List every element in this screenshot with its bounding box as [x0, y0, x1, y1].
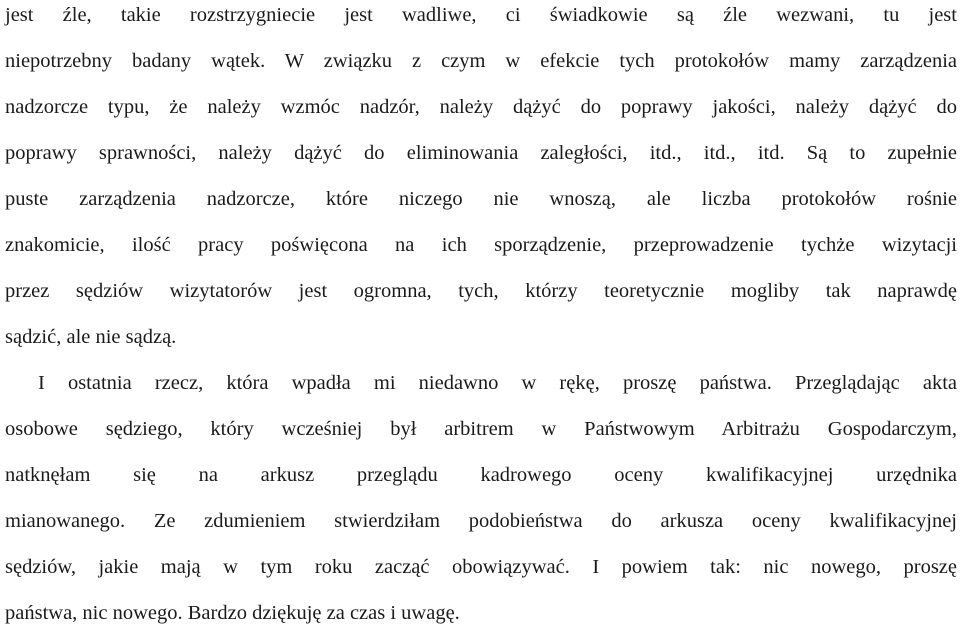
text-line: I ostatnia rzecz, która wpadła mi niedawno w rękę, proszę państwa. Przeglądając akta [38, 372, 957, 394]
paragraph-2 [5, 368, 957, 644]
text-line: znakomicie, ilość pracy poświęcona na ich sporządzenie, przeprowadzenie tychże wizytacji [5, 234, 957, 256]
text-line: mianowanego. Ze zdumieniem stwierdziłam podobieństwa do arkusza oceny kwalifikacyjnej [5, 510, 957, 532]
text-line: sądzić, ale nie sądzą. [5, 326, 177, 348]
text-line: nadzorcze typu, że należy wzmóc nadzór, należy dążyć do poprawy jakości, należy dążyć do [5, 96, 957, 118]
text-line: niepotrzebny badany wątek. W związku z czym w efekcie tych protokołów mamy zarządzenia [5, 50, 957, 72]
text-line: jest źle, takie rozstrzygniecie jest wadliwe, ci świadkowie są źle wezwani, tu jest [5, 4, 957, 26]
text-line: natknęłam się na arkusz przeglądu kadrowego oceny kwalifikacyjnej urzędnika [5, 464, 957, 486]
text-line: państwa, nic nowego. Bardzo dziękuję za czas i uwagę. [5, 602, 460, 624]
text-line: przez sędziów wizytatorów jest ogromna, tych, którzy teoretycznie mogliby tak naprawdę [5, 280, 957, 302]
text-line: sędziów, jakie mają w tym roku zacząć obowiązywać. I powiem tak: nic nowego, proszę [5, 556, 957, 578]
text-line: puste zarządzenia nadzorcze, które niczego nie wnoszą, ale liczba protokołów rośnie [5, 188, 957, 210]
text-line: poprawy sprawności, należy dążyć do eliminowania zaległości, itd., itd., itd. Są to zupełnie [5, 142, 957, 164]
paragraph-1 [5, 0, 957, 368]
text-line: osobowe sędziego, który wcześniej był arbitrem w Państwowym Arbitrażu Gospodarczym, [5, 418, 957, 440]
document-page [5, 0, 957, 644]
